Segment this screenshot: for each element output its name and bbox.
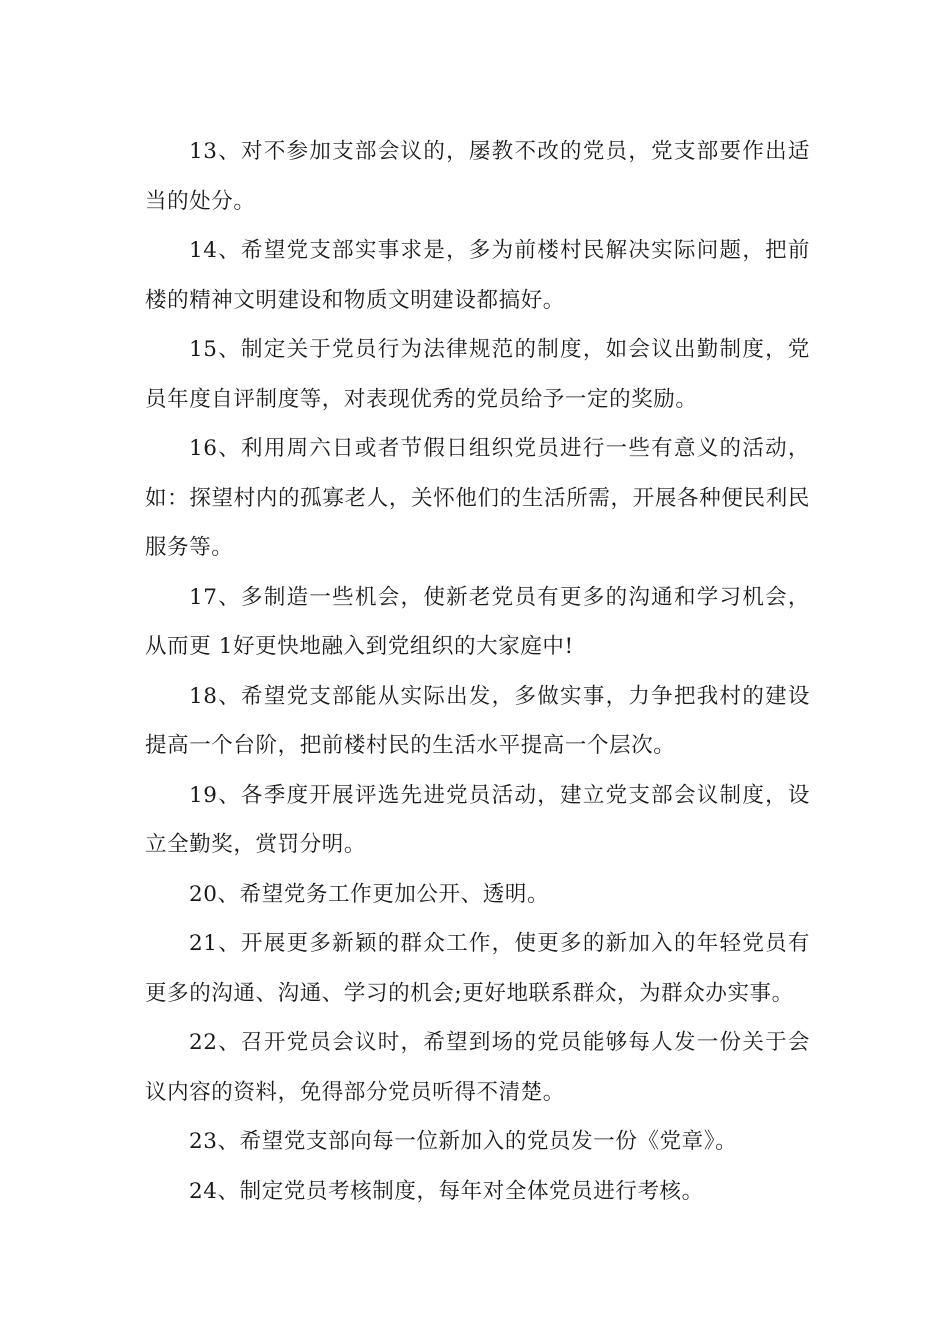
paragraph-16: 16、利用周六日或者节假日组织党员进行一些有意义的活动，如：探望村内的孤寡老人，关怀他们的生活所需，开展各种便民利民服务等。 bbox=[145, 436, 810, 560]
paragraph-20: 20、希望党务工作更加公开、透明。 bbox=[189, 881, 550, 907]
paragraph-22: 22、召开党员会议时，希望到场的党员能够每人发一份关于会议内容的资料，免得部分党员听得不清楚。 bbox=[145, 1030, 810, 1105]
paragraph-23: 23、希望党支部向每一位新加入的党员发一份《党章》。 bbox=[189, 1129, 738, 1154]
paragraph-17: 17、多制造一些机会，使新老党员有更多的沟通和学习机会，从而更 1好更快地融入到党组织的大家庭中! bbox=[145, 584, 810, 659]
paragraph-19: 19、各季度开展评选先进党员活动，建立党支部会议制度，设立全勤奖，赏罚分明。 bbox=[145, 782, 810, 857]
document-body bbox=[145, 127, 810, 1216]
paragraph-15: 15、制定关于党员行为法律规范的制度，如会议出勤制度，党员年度自评制度等，对表现优秀的党员给予一定的奖励。 bbox=[145, 337, 810, 412]
paragraph-18: 18、希望党支部能从实际出发，多做实事，力争把我村的建设提高一个台阶，把前楼村民的生活水平提高一个层次。 bbox=[145, 683, 810, 758]
paragraph-13: 13、对不参加支部会议的，屡教不改的党员，党支部要作出适当的处分。 bbox=[145, 139, 810, 214]
paragraph-21: 21、开展更多新颖的群众工作，使更多的新加入的年轻党员有更多的沟通、沟通、学习的机会;更好地联系群众，为群众办实事。 bbox=[145, 931, 810, 1006]
paragraph-14: 14、希望党支部实事求是，多为前楼村民解决实际问题，把前楼的精神文明建设和物质文明建设都搞好。 bbox=[145, 238, 810, 313]
paragraph-24: 24、制定党员考核制度，每年对全体党员进行考核。 bbox=[189, 1178, 704, 1204]
